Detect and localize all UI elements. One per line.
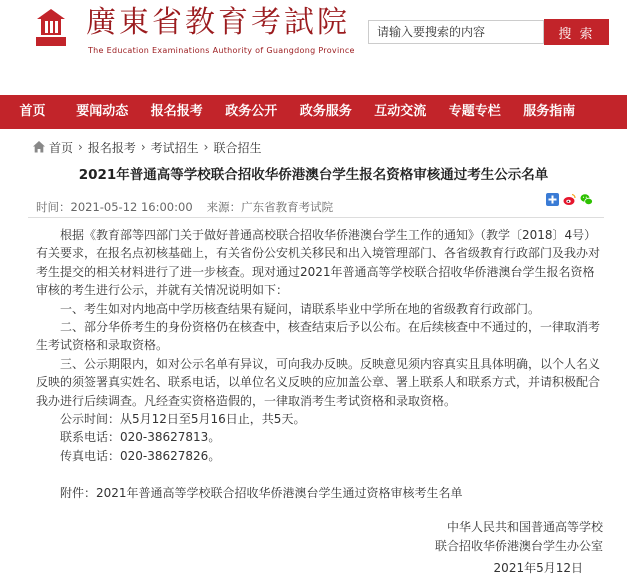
share-plus-icon[interactable] bbox=[546, 193, 559, 206]
publish-time: 时间：2021-05-12 16:00:00 bbox=[36, 200, 193, 214]
main-nav bbox=[0, 95, 627, 129]
signature-line-1: 中华人民共和国普通高等学校 bbox=[446, 520, 603, 534]
wechat-icon[interactable] bbox=[580, 193, 593, 206]
paragraph: 二、部分华侨考生的身份资格仍在核查中，核查结束后予以公布。在后续核查中不通过的，一律取消考生考试资格和录取资格。 bbox=[36, 320, 601, 353]
breadcrumb-joint-admission[interactable]: 联合招生 bbox=[213, 140, 262, 155]
site-subtitle: The Education Examinations Authority of Guangdong Province bbox=[88, 46, 355, 55]
article-meta bbox=[36, 199, 333, 215]
attachment-link[interactable]: 附件：2021年普通高等学校联合招收华侨港澳台学生通过资格审核考生名单 bbox=[60, 485, 463, 500]
breadcrumb-exam-admission[interactable]: 考试招生 bbox=[150, 140, 199, 155]
article-body bbox=[36, 226, 606, 502]
site-header bbox=[0, 0, 627, 95]
nav-item-government-info[interactable]: 政务公开 bbox=[225, 104, 278, 119]
paragraph: 三、公示期限内，如对公示名单有异议，可向我办反映。反映意见须内容真实且具体明确，以个人名义反映的须签署真实姓名、联系电话，以单位名义反映的应加盖公章、署上联系人和联系方式，并请积极配合我办进行后续调查。凡经查实资格造假的，一律取消考生考试资格和录取资格。 bbox=[36, 356, 601, 408]
meta-divider bbox=[28, 217, 604, 218]
breadcrumb-registration[interactable]: 报名报考 bbox=[87, 140, 136, 155]
breadcrumb-separator: › bbox=[78, 140, 83, 154]
breadcrumb-separator: › bbox=[140, 140, 146, 154]
nav-item-interaction[interactable]: 互动交流 bbox=[374, 104, 427, 119]
home-icon bbox=[32, 140, 46, 154]
site-name[interactable]: 廣東省教育考試院 bbox=[86, 5, 350, 40]
article-source: 来源：广东省教育考试院 bbox=[206, 200, 334, 214]
nav-item-topics[interactable]: 专题专栏 bbox=[448, 104, 501, 119]
paragraph: 公示时间：从5月12日至5月16日止，共5天。 bbox=[60, 412, 306, 427]
article-title: 2021年普通高等学校联合招收华侨港澳台学生报名资格审核通过考生公示名单 bbox=[78, 167, 549, 183]
nav-item-news[interactable]: 要闻动态 bbox=[76, 104, 129, 119]
breadcrumb bbox=[32, 139, 262, 155]
nav-item-home[interactable]: 首页 bbox=[19, 104, 46, 119]
paragraph: 传真电话：020-38627826。 bbox=[60, 448, 221, 463]
breadcrumb-separator: › bbox=[203, 140, 209, 154]
breadcrumb-home[interactable]: 首页 bbox=[49, 140, 74, 155]
nav-item-service-guide[interactable]: 服务指南 bbox=[523, 104, 576, 119]
paragraph: 联系电话：020-38627813。 bbox=[60, 430, 221, 445]
nav-item-registration[interactable]: 报名报考 bbox=[150, 104, 203, 119]
nav-item-government-services[interactable]: 政务服务 bbox=[299, 104, 352, 119]
paragraph: 一、考生如对内地高中学历核查结果有疑问，请联系毕业中学所在地的省级教育行政部门。 bbox=[60, 301, 541, 316]
signature-line-2: 联合招收华侨港澳台学生办公室 bbox=[434, 539, 603, 553]
search-button[interactable]: 搜 索 bbox=[544, 19, 609, 45]
signature-date: 2021年5月12日 bbox=[493, 561, 583, 575]
weibo-icon[interactable] bbox=[563, 193, 576, 206]
share-bar bbox=[546, 193, 593, 206]
paragraph: 根据《教育部等四部门关于做好普通高校联合招收华侨港澳台学生工作的通知》（教学〔2018〕4号）有关要求，在报名点初核基础上，有关省份公安机关移民和出入境管理部门、各省级教育行政部门及我办对考生提交的相关材料进行了进一步核查。现对通过2021年普通高等学校联合招收华侨港澳台学生报名资格审核的考生进行公示，并就有关情况说明如下： bbox=[36, 228, 601, 298]
search-input[interactable] bbox=[368, 20, 544, 44]
ministry-building-seal-icon[interactable] bbox=[30, 6, 72, 48]
